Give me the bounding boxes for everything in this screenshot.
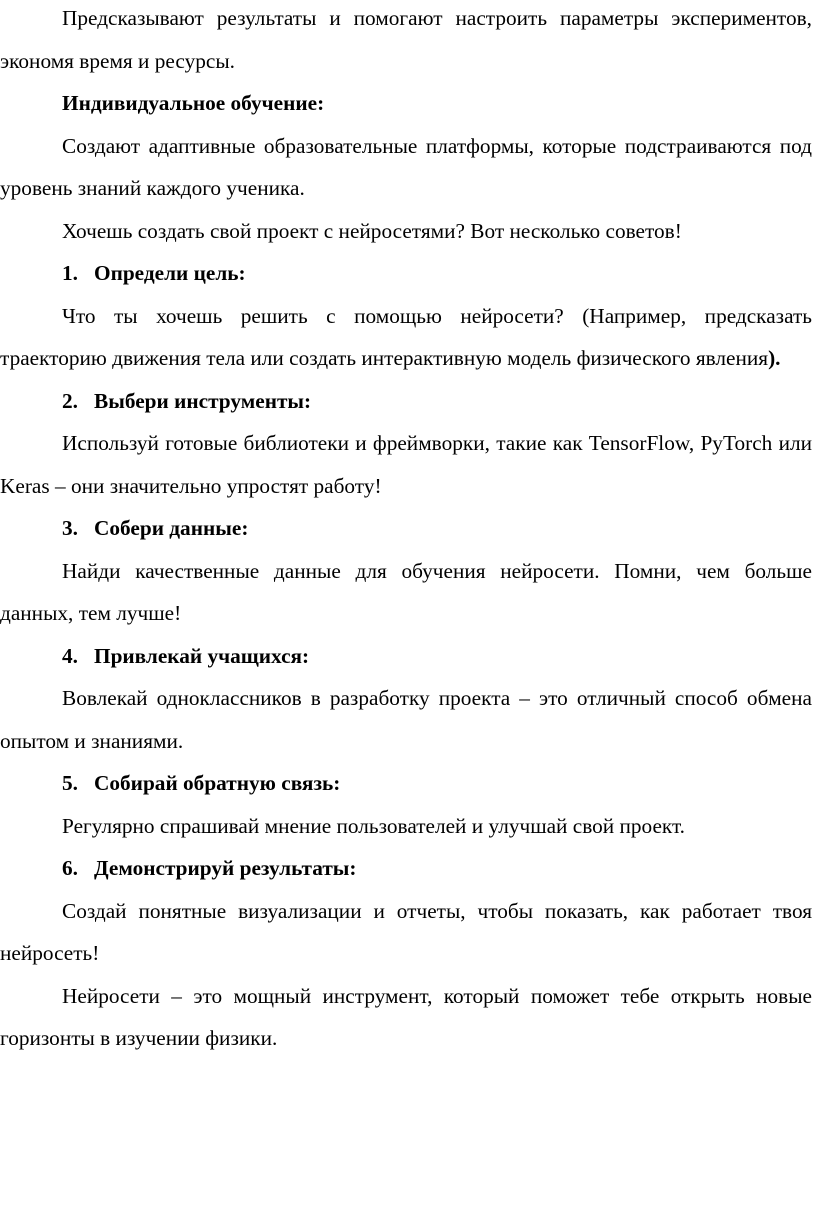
tip-heading-2 <box>0 380 812 423</box>
tip-number: 5. <box>62 771 78 795</box>
tip-body-end: ). <box>768 346 781 370</box>
tip-heading-5 <box>0 762 812 805</box>
paragraph-tips-intro: Хочешь создать свой проект с нейросетями? Вот несколько советов! <box>62 218 682 243</box>
tip-text-2: Используй готовые библиотеки и фреймворки, такие как TensorFlow, PyTorch или Keras – они значительно упростят работу! <box>0 431 812 498</box>
tip-number: 6. <box>62 856 78 880</box>
tip-heading-1 <box>0 252 812 295</box>
tip-heading-text: Демонстрируй результаты: <box>94 856 357 880</box>
tip-text-5: Регулярно спрашивай мнение пользователей и улучшай свой проект. <box>62 813 686 838</box>
tip-heading-text: Определи цель: <box>94 261 246 285</box>
tip-number: 1. <box>62 261 78 285</box>
tip-heading-6 <box>0 847 812 890</box>
tip-number: 2. <box>62 388 78 413</box>
tip-number: 4. <box>62 643 78 668</box>
paragraph-individual-learning: Создают адаптивные образовательные платформы, которые подстраиваются под уровень знаний каждого ученика. <box>0 133 812 200</box>
paragraph-predict: Предсказывают результаты и помогают настроить параметры экспериментов, экономя время и ресурсы. <box>0 6 812 73</box>
tip-text-6: Создай понятные визуализации и отчеты, чтобы показать, как работает твоя нейросеть! <box>0 898 812 965</box>
tip-heading-text: Выбери инструменты: <box>94 388 312 413</box>
tip-body: Что ты хочешь решить с помощью нейросети? (Например, предсказать траекторию движения тела или создать интерактивную модель физического явления <box>0 303 812 370</box>
heading-individual-learning: Индивидуальное обучение: <box>62 91 325 115</box>
tip-text-1 <box>0 295 812 380</box>
tip-heading-text: Собирай обратную связь: <box>94 771 341 795</box>
tip-heading-3 <box>0 507 812 550</box>
tip-heading-text: Собери данные: <box>94 516 249 540</box>
paragraph-closing: Нейросети – это мощный инструмент, который поможет тебе открыть новые горизонты в изучении физики. <box>0 983 812 1050</box>
tip-text-3: Найди качественные данные для обучения нейросети. Помни, чем больше данных, тем лучше! <box>0 558 812 625</box>
tip-heading-4 <box>0 635 812 678</box>
tip-number: 3. <box>62 516 78 540</box>
tip-heading-text: Привлекай учащихся: <box>94 643 310 668</box>
tip-text-4: Вовлекай одноклассников в разработку проекта – это отличный способ обмена опытом и знаниями. <box>0 686 812 753</box>
